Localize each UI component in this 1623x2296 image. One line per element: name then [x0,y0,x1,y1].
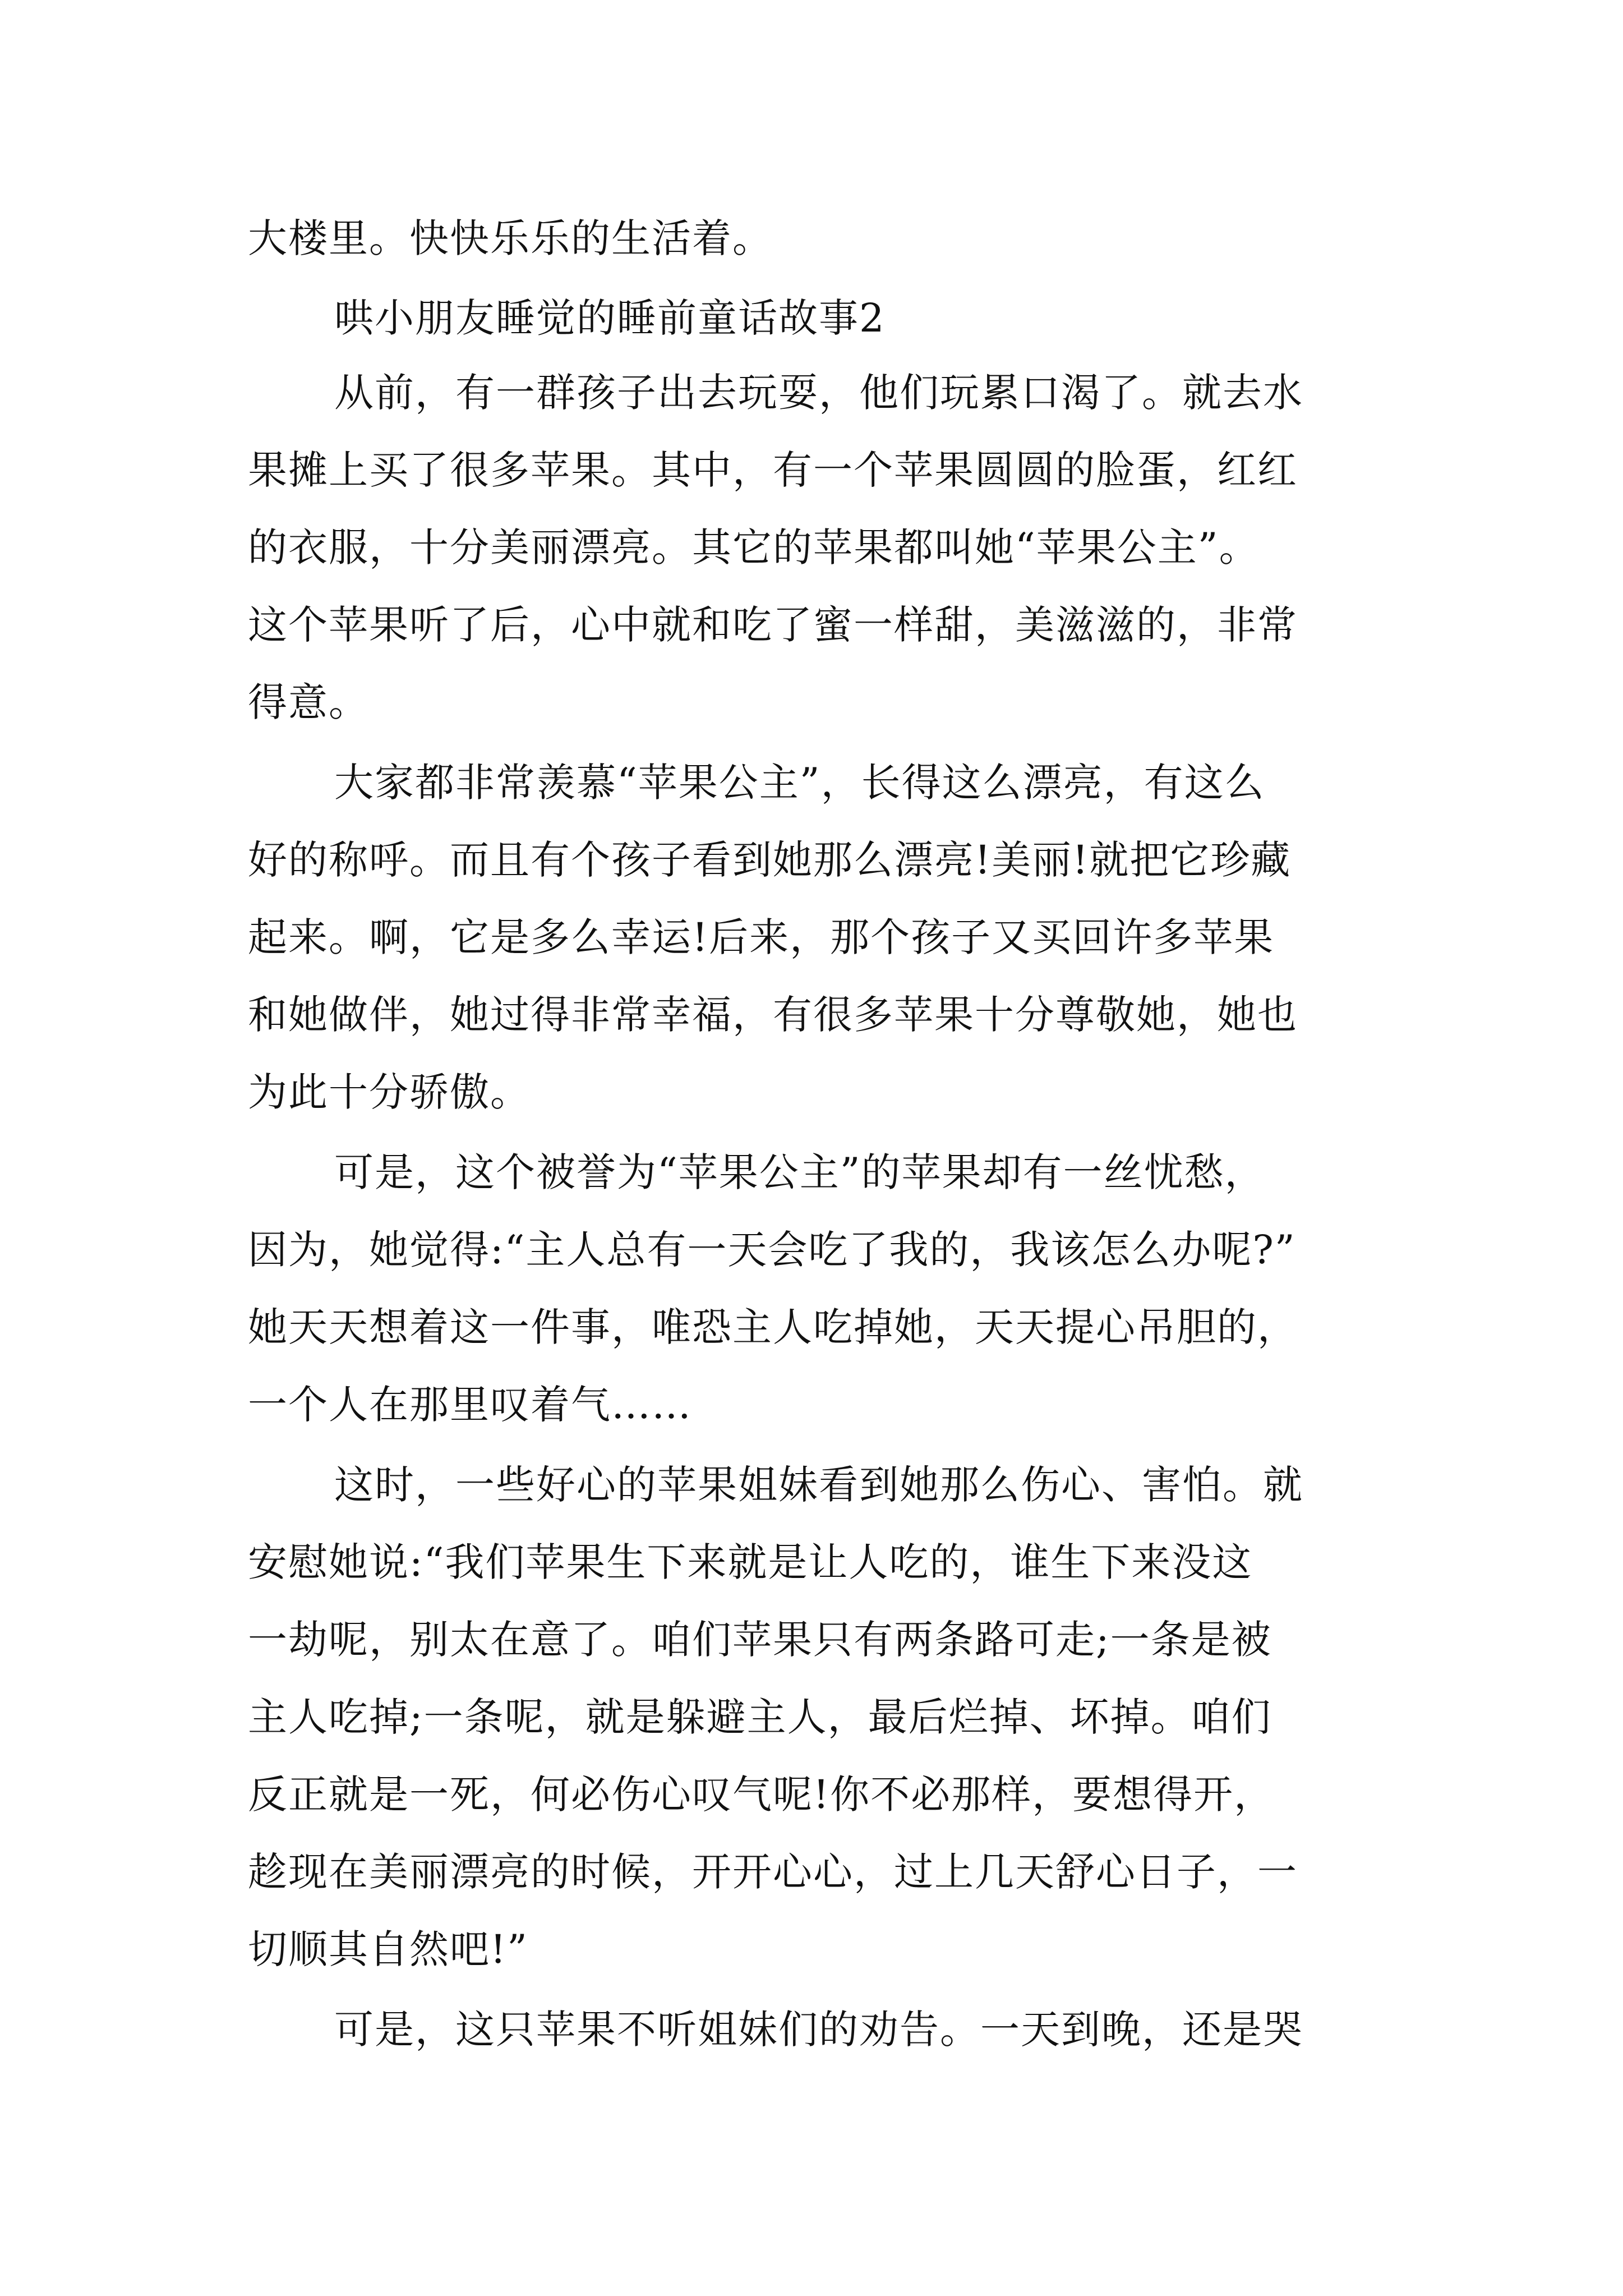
text-line: 从前，有一群孩子出去玩耍，他们玩累口渴了。就去水 [334,370,1303,416]
text-line: 得意。 [248,679,369,725]
section-title: 哄小朋友睡觉的睡前童话故事2 [334,295,886,341]
text-line: 反正就是一死，何必伤心叹气呢!你不必那样，要想得开， [248,1772,1275,1818]
text-line: 和她做伴，她过得非常幸福，有很多苹果十分尊敬她，她也 [248,992,1298,1038]
text-line: 果摊上买了很多苹果。其中，有一个苹果圆圆的脸蛋，红红 [248,447,1298,493]
text-line: 切顺其自然吧!” [248,1926,528,1972]
text-line: 这时，一些好心的苹果姐妹看到她那么伤心、害怕。就 [334,1462,1303,1508]
text-line: 一个人在那里叹着气…… [248,1382,692,1428]
text-line: 她天天想着这一件事，唯恐主人吃掉她，天天提心吊胆的， [248,1304,1298,1350]
text-line: 趁现在美丽漂亮的时候，开开心心，过上几天舒心日子，一 [248,1849,1298,1895]
text-line: 这个苹果听了后，心中就和吃了蜜一样甜，美滋滋的，非常 [248,602,1298,648]
text-line: 因为，她觉得:“主人总有一天会吃了我的，我该怎么办呢?” [248,1227,1296,1273]
text-line: 大家都非常羡慕“苹果公主”，长得这么漂亮，有这么 [334,760,1265,806]
text-line: 主人吃掉;一条呢，就是躲避主人，最后烂掉、坏掉。咱们 [248,1694,1272,1740]
text-line: 安慰她说:“我们苹果生下来就是让人吃的，谁生下来没这 [248,1539,1253,1585]
text-line: 一劫呢，别太在意了。咱们苹果只有两条路可走;一条是被 [248,1617,1272,1663]
text-line: 好的称呼。而且有个孩子看到她那么漂亮!美丽!就把它珍藏 [248,837,1292,883]
text-line: 可是，这只苹果不听姐妹们的劝告。一天到晚，还是哭 [334,2007,1303,2053]
text-line: 起来。啊，它是多么幸运!后来，那个孩子又买回许多苹果 [248,914,1275,960]
text-line: 的衣服，十分美丽漂亮。其它的苹果都叫她“苹果公主”。 [248,524,1260,570]
text-line: 大楼里。快快乐乐的生活着。 [248,215,773,261]
text-line: 可是，这个被誉为“苹果公主”的苹果却有一丝忧愁， [334,1149,1265,1195]
text-line: 为此十分骄傲。 [248,1069,531,1115]
